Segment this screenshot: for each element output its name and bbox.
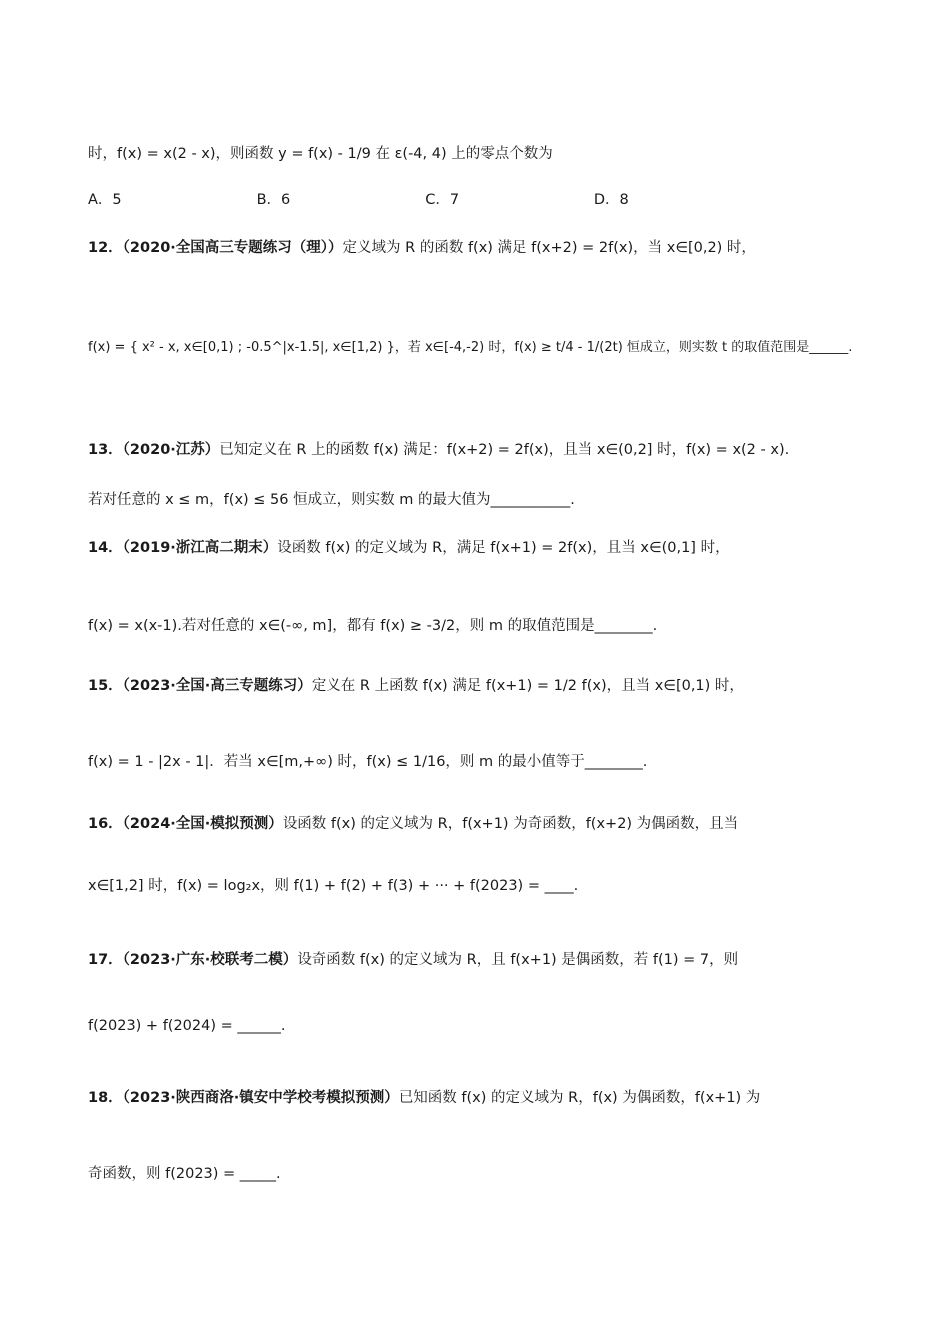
q12-text-2: f(x) = { x² - x, x∈[0,1) ; -0.5^|x-1.5|, x∈[1,2) }，若 x∈[-4,-2) 时，f(x) ≥ t/4 - 1/(2t) 恒成立，则实数 t 的取值范围是______. (88, 340, 853, 355)
option-c: C．7 (425, 192, 460, 208)
q14-line1 (88, 538, 870, 558)
q11-options (88, 190, 870, 210)
q12-line1 (88, 238, 870, 258)
option-b: B．6 (256, 192, 291, 208)
q16-text-1: 设函数 f(x) 的定义域为 R，f(x+1) 为奇函数，f(x+2) 为偶函数，且当 (282, 816, 739, 832)
q17-text-2: f(2023) + f(2024) = ______. (88, 1018, 286, 1034)
q14-text-1: 设函数 f(x) 的定义域为 R，满足 f(x+1) = 2f(x)，且当 x∈(0,1] 时， (277, 540, 730, 556)
q11-tail (88, 144, 870, 164)
q11-tail-text: 时，f(x) = x(2 - x)，则函数 y = f(x) - 1/9 在 ε(-4, 4) 上的零点个数为 (88, 146, 553, 162)
q18-text-2: 奇函数，则 f(2023) = _____. (88, 1166, 281, 1182)
q18-line2 (88, 1164, 870, 1184)
q18-text-1: 已知函数 f(x) 的定义域为 R，f(x) 为偶函数，f(x+1) 为 (398, 1090, 761, 1106)
q17-line2 (88, 1016, 870, 1036)
q16-line1 (88, 814, 870, 834)
q16-text-2: x∈[1,2] 时，f(x) = log₂x，则 f(1) + f(2) + f(3) + ··· + f(2023) = ____. (88, 878, 579, 894)
q15-source: 15．（2023·全国·高三专题练习） (88, 678, 312, 694)
q12-text-1: 定义域为 R 的函数 f(x) 满足 f(x+2) = 2f(x)，当 x∈[0,2) 时， (342, 240, 756, 256)
q13-source: 13．（2020·江苏） (88, 442, 220, 458)
q17-text-1: 设奇函数 f(x) 的定义域为 R，且 f(x+1) 是偶函数，若 f(1) = 7，则 (297, 952, 739, 968)
q13-line1 (88, 440, 870, 460)
q12-source: 12．（2020·全国高三专题练习（理）） (88, 240, 343, 256)
q16-line2 (88, 876, 870, 896)
q13-text-1: 已知定义在 R 上的函数 f(x) 满足：f(x+2) = 2f(x)，且当 x∈(0,2] 时，f(x) = x(2 - x). (219, 442, 790, 458)
q14-line2 (88, 616, 870, 636)
q15-text-2: f(x) = 1 - |2x - 1|．若当 x∈[m,+∞) 时，f(x) ≤ 1/16，则 m 的最小值等于________. (88, 754, 648, 770)
q17-source: 17．（2023·广东·校联考二模） (88, 952, 298, 968)
q18-line1 (88, 1088, 870, 1108)
q13-text-2: 若对任意的 x ≤ m，f(x) ≤ 56 恒成立，则实数 m 的最大值为___________. (88, 492, 575, 508)
option-d: D．8 (593, 192, 629, 208)
q13-line2 (88, 490, 870, 510)
q15-line1 (88, 676, 870, 696)
option-a: A．5 (88, 192, 122, 208)
q14-text-2: f(x) = x(x-1).若对任意的 x∈(-∞, m]，都有 f(x) ≥ -3/2，则 m 的取值范围是________. (88, 618, 658, 634)
q12-line2 (88, 338, 870, 358)
q16-source: 16．（2024·全国·模拟预测） (88, 816, 283, 832)
q15-line2 (88, 752, 870, 772)
q15-text-1: 定义在 R 上函数 f(x) 满足 f(x+1) = 1/2 f(x)，且当 x∈[0,1) 时， (311, 678, 744, 694)
q17-line1 (88, 950, 870, 970)
q14-source: 14．（2019·浙江高二期末） (88, 540, 278, 556)
q18-source: 18．（2023·陕西商洛·镇安中学校考模拟预测） (88, 1090, 399, 1106)
